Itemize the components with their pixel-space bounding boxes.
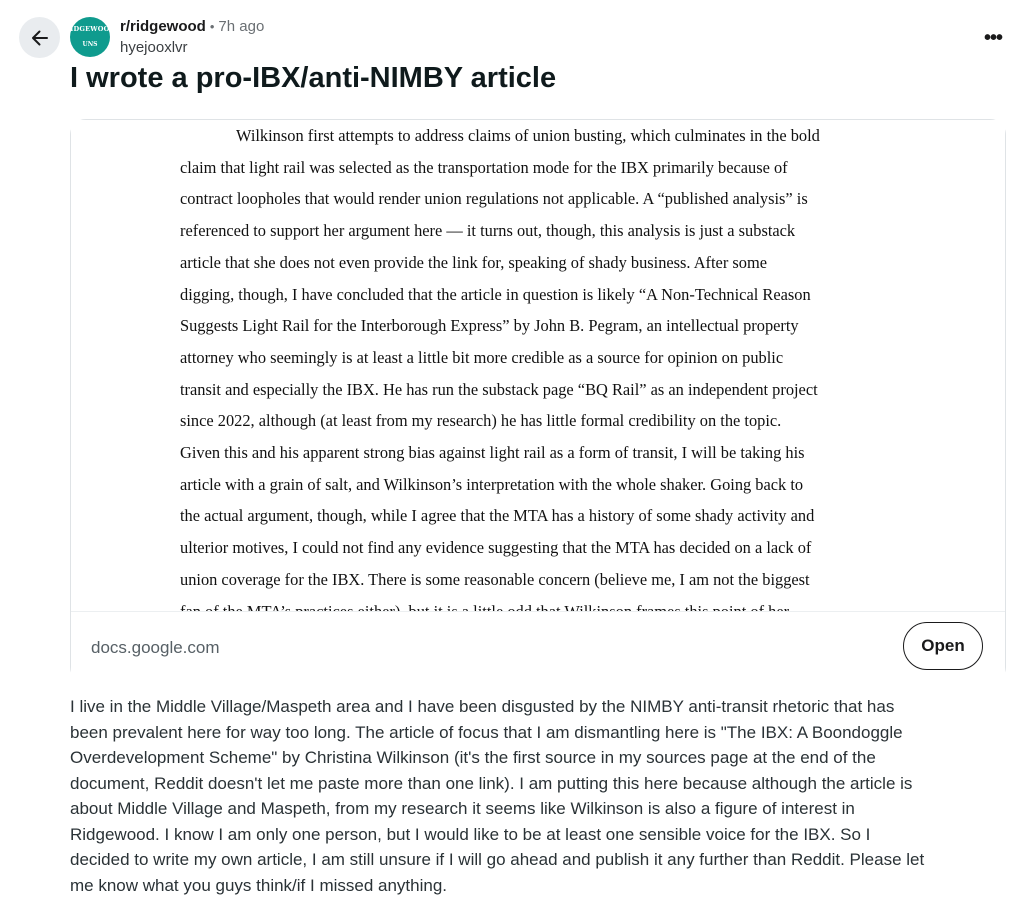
document-preview-line: union coverage for the IBX. There is some reasonable concern (believe me, I am not the biggest <box>180 569 810 589</box>
post-time: 7h ago <box>218 18 265 35</box>
document-preview-line: attorney who seemingly is at least a little bit more credible as a source for opinion on public <box>180 347 784 367</box>
link-domain: docs.google.com <box>91 638 220 657</box>
document-preview-text <box>180 120 910 627</box>
document-preview-line: contract loopholes that would render union regulations not applicable. A “published analysis” is <box>180 189 808 209</box>
link-card-footer <box>71 611 1005 683</box>
author-username[interactable]: hyejooxlvr <box>120 39 188 56</box>
document-preview-line: since 2022, although (at least from my research) he has little formal credibility on the topic. <box>180 411 782 431</box>
post-body-line: Ridgewood. I know I am only one person, but I would like to be at least one sensible voice for the IBX. So I <box>70 824 871 844</box>
more-horizontal-icon: ••• <box>983 26 1002 49</box>
post-body-line: been prevalent here for way too long. The article of focus that I am dismantling here is "The IBX: A Boondoggle <box>70 722 903 742</box>
arrow-left-icon <box>30 28 50 48</box>
post-body-line: I live in the Middle Village/Maspeth area and I have been disgusted by the NIMBY anti-transit rhetoric that has <box>70 697 895 716</box>
post-body-line: document, Reddit doesn't let me paste more than one link). I am putting this here because although the article is <box>70 773 913 793</box>
document-preview-line: article with a grain of salt, and Wilkinson’s interpretation with the whole shaker. Going back to <box>180 474 804 494</box>
link-preview-card[interactable] <box>70 119 1006 683</box>
post-body <box>70 694 1014 898</box>
back-button[interactable] <box>19 17 60 58</box>
post-body-line: about Middle Village and Maspeth, from my research it seems like Wilkinson is also a figure of interest in <box>70 799 855 818</box>
post-body-line: Overdevelopment Scheme" by Christina Wilkinson (it's the first source in my sources page at the end of the <box>70 748 876 767</box>
document-preview-line: referenced to support her argument here — it turns out, though, this analysis is just a substack <box>180 221 796 241</box>
post-body-line: decided to write my own article, I am still unsure if I will go ahead and publish it any further than Reddit. Please let <box>70 850 925 869</box>
document-preview-line: Suggests Light Rail for the Interborough Express” by John B. Pegram, an intellectual property <box>180 316 799 336</box>
avatar-text-bottom: UNS <box>82 40 98 48</box>
post-title: I wrote a pro-IBX/anti-NIMBY article <box>70 62 557 94</box>
document-preview-line: ulterior motives, I could not find any evidence suggesting that the MTA has decided on a lack of <box>180 538 812 558</box>
subreddit-avatar[interactable] <box>64 17 116 57</box>
avatar-text-top: RIDGEWOOD <box>64 25 116 34</box>
document-preview-image <box>71 120 1005 611</box>
document-preview-line: transit and especially the IBX. He has run the substack page “BQ Rail” as an independent project <box>180 379 818 399</box>
document-preview-line: the actual argument, though, while I agree that the MTA has a history of some shady activity and <box>180 506 815 526</box>
subreddit-link[interactable]: r/ridgewood <box>120 18 206 35</box>
document-preview-line: article that she does not even provide the link for, speaking of shady business. After some <box>180 252 767 272</box>
document-preview-line: digging, though, I have concluded that the article in question is likely “A Non-Technical Reason <box>180 284 811 304</box>
meta-separator: • <box>209 19 215 34</box>
open-link-button[interactable]: Open <box>903 622 983 670</box>
document-preview-line: claim that light rail was selected as the transportation mode for the IBX primarily because of <box>180 157 788 177</box>
more-options-button[interactable] <box>978 24 1008 52</box>
post-body-line: me know what you guys think/if I missed anything. <box>70 875 448 895</box>
document-preview-line: Given this and his apparent strong bias against light rail as a form of transit, I will be taking his <box>180 443 805 463</box>
document-preview-line: Wilkinson first attempts to address claims of union busting, which culminates in the bold <box>236 126 820 145</box>
post-meta <box>120 18 264 35</box>
